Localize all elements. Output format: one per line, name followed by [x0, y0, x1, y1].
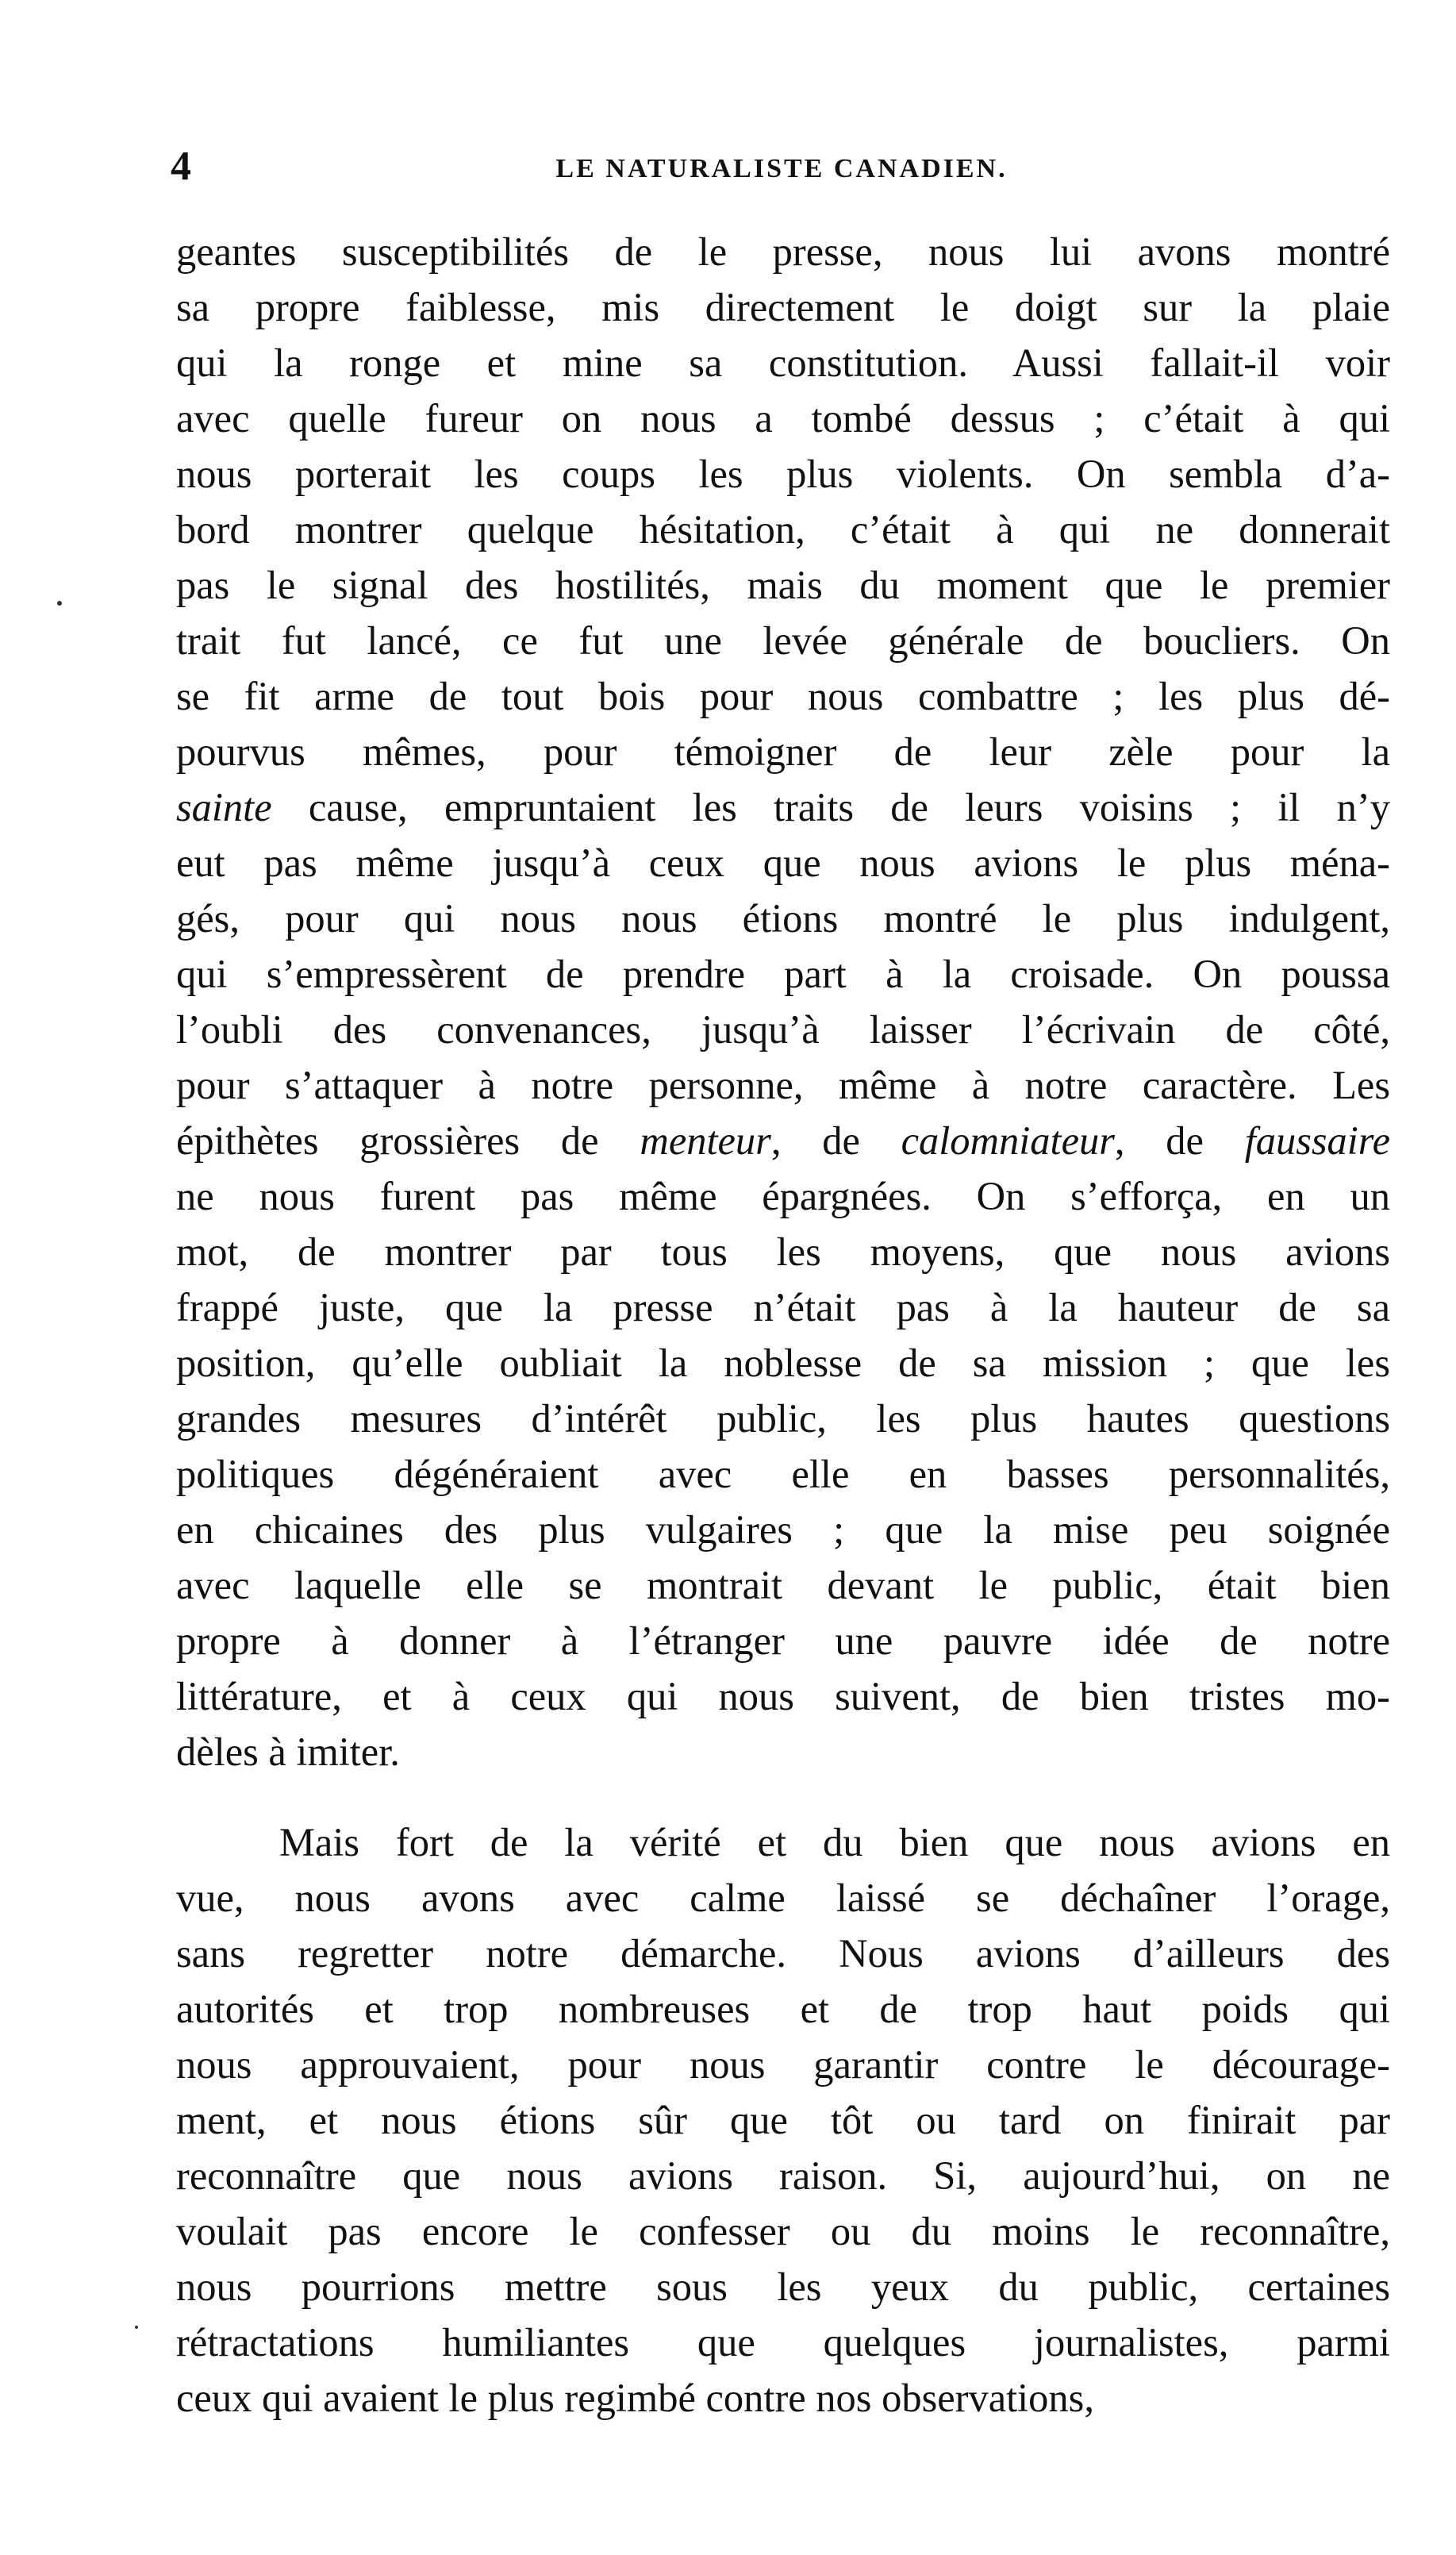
text-line: frappé juste, que la presse n’était pas à la hauteur de sa	[176, 1285, 1390, 1329]
text-line: mot, de montrer par tous les moyens, que nous avions	[176, 1229, 1390, 1274]
text-line: ceux qui avaient le plus regimbé contre nos observations,	[176, 2376, 1094, 2420]
text-line: autorités et trop nombreuses et de trop haut poids qui	[176, 1987, 1390, 2031]
text-line: en chicaines des plus vulgaires ; que la mise peu soignée	[176, 1507, 1390, 1552]
text-line: nous porterait les coups les plus violents. On sembla d’a-	[176, 452, 1390, 496]
text-line: grandes mesures d’intérêt public, les plus hautes questions	[176, 1396, 1390, 1441]
text-line: politiques dégénéraient avec elle en basses personnalités,	[176, 1452, 1390, 1496]
text-line: se fit arme de tout bois pour nous combattre ; les plus dé-	[176, 674, 1390, 718]
scan-speck	[57, 601, 62, 606]
text-line: reconnaître que nous avions raison. Si, aujourd’hui, on ne	[176, 2153, 1390, 2198]
text-line: propre à donner à l’étranger une pauvre idée de notre	[176, 1618, 1390, 1663]
text-line: avec quelle fureur on nous a tombé dessus ; c’était à qui	[176, 396, 1390, 441]
text-line: bord montrer quelque hésitation, c’était à qui ne donnerait	[176, 507, 1390, 552]
text-line: position, qu’elle oubliait la noblesse de sa mission ; que les	[176, 1341, 1390, 1385]
text-line: gés, pour qui nous nous étions montré le plus indulgent,	[176, 896, 1390, 941]
text-line: nous pourrions mettre sous les yeux du public, certaines	[176, 2264, 1390, 2309]
text-line: l’oubli des convenances, jusqu’à laisser l’écrivain de côté,	[176, 1007, 1390, 1052]
text-line: avec laquelle elle se montrait devant le public, était bien	[176, 1563, 1390, 1607]
text-line: rétractations humiliantes que quelques journalistes, parmi	[176, 2320, 1390, 2365]
text-line: littérature, et à ceux qui nous suivent, de bien tristes mo-	[176, 1674, 1390, 1718]
text-line: sainte cause, empruntaient les traits de leurs voisins ; il n’y	[176, 785, 1390, 829]
scan-speck	[135, 2326, 138, 2329]
text-line: eut pas même jusqu’à ceux que nous avions le plus ména-	[176, 841, 1390, 885]
text-line: dèles à imiter.	[176, 1730, 400, 1774]
text-line: épithètes grossières de menteur, de calomniateur, de faussaire	[176, 1118, 1390, 1163]
text-line: vue, nous avons avec calme laissé se déchaîner l’orage,	[176, 1876, 1390, 1920]
running-title: LE NATURALISTE CANADIEN.	[555, 154, 1008, 183]
page-header	[171, 143, 1393, 190]
text-line: sa propre faiblesse, mis directement le doigt sur la plaie	[176, 285, 1390, 329]
text-line: sans regretter notre démarche. Nous avions d’ailleurs des	[176, 1931, 1390, 1976]
text-line: pas le signal des hostilités, mais du moment que le premier	[176, 563, 1390, 607]
text-line: Mais fort de la vérité et du bien que nous avions en	[279, 1820, 1390, 1864]
text-line: qui la ronge et mine sa constitution. Aussi fallait-il voir	[176, 341, 1390, 385]
text-line: trait fut lancé, ce fut une levée générale de boucliers. On	[176, 618, 1390, 663]
text-line: geantes susceptibilités de le presse, nous lui avons montré	[176, 229, 1390, 274]
text-line: ment, et nous étions sûr que tôt ou tard on finirait par	[176, 2098, 1390, 2142]
text-line: ne nous furent pas même épargnées. On s’efforça, en un	[176, 1174, 1390, 1218]
text-line: nous approuvaient, pour nous garantir contre le décourage-	[176, 2042, 1390, 2087]
text-line: voulait pas encore le confesser ou du moins le reconnaître,	[176, 2209, 1390, 2253]
page-number: 4	[171, 144, 191, 189]
paragraph	[176, 1814, 1390, 2426]
paragraph	[176, 224, 1390, 1780]
body-text	[176, 224, 1390, 2426]
text-line: qui s’empressèrent de prendre part à la croisade. On poussa	[176, 952, 1390, 996]
text-line: pour s’attaquer à notre personne, même à notre caractère. Les	[176, 1063, 1390, 1107]
text-line: pourvus mêmes, pour témoigner de leur zèle pour la	[176, 729, 1390, 774]
